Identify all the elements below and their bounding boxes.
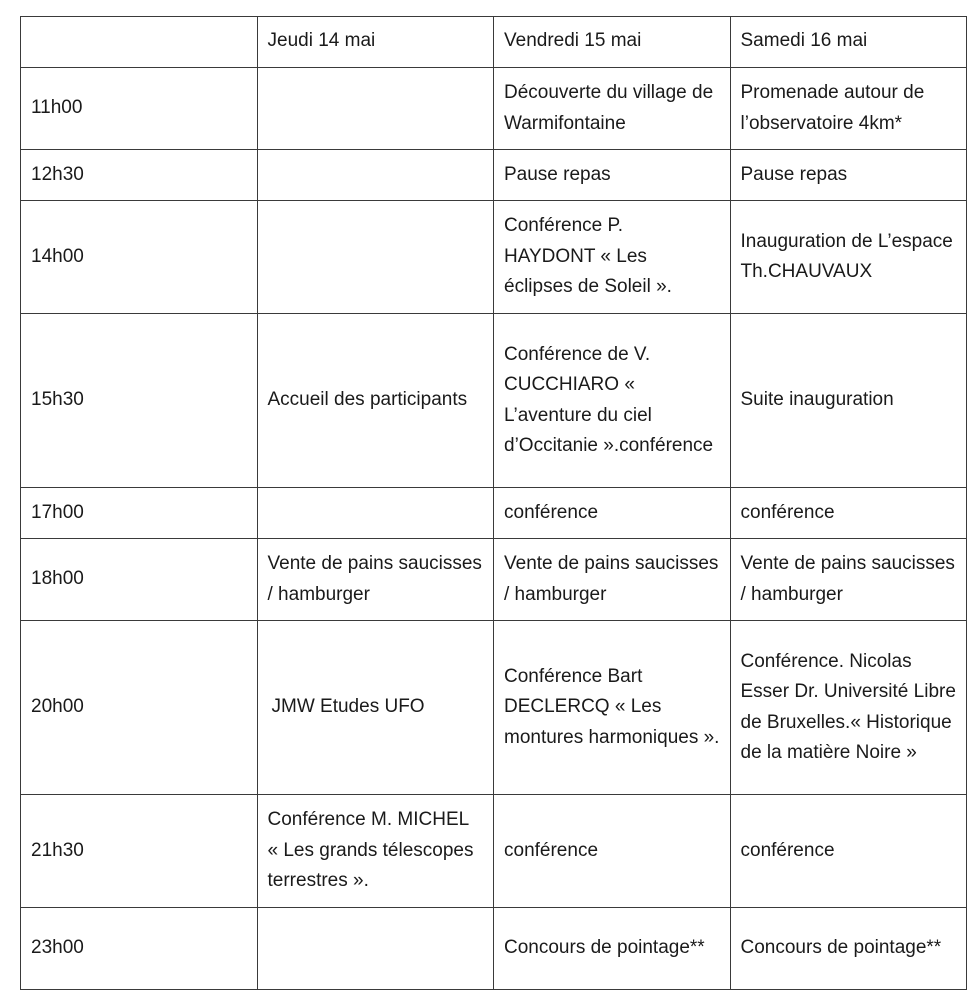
vendredi-cell: Découverte du village de Warmifontaine [494, 68, 731, 150]
jeudi-cell [257, 201, 494, 314]
schedule-row [21, 201, 967, 314]
header-cell-jeudi: Jeudi 14 mai [257, 17, 494, 68]
jeudi-cell [257, 150, 494, 201]
schedule-row [21, 539, 967, 621]
time-cell: 21h30 [21, 795, 258, 908]
jeudi-cell: Conférence M. MICHEL « Les grands télescopes terrestres ». [257, 795, 494, 908]
schedule-row [21, 621, 967, 795]
samedi-cell: conférence [730, 795, 967, 908]
vendredi-cell: Concours de pointage** [494, 908, 731, 990]
schedule-row [21, 908, 967, 990]
time-cell: 15h30 [21, 314, 258, 488]
jeudi-cell [257, 68, 494, 150]
schedule-table [20, 16, 967, 990]
header-cell-empty [21, 17, 258, 68]
jeudi-cell: JMW Etudes UFO [257, 621, 494, 795]
vendredi-cell: Pause repas [494, 150, 731, 201]
samedi-cell: Pause repas [730, 150, 967, 201]
vendredi-cell: Conférence de V. CUCCHIARO « L’aventure du ciel d’Occitanie ».conférence [494, 314, 731, 488]
samedi-cell: Inauguration de L’espace Th.CHAUVAUX [730, 201, 967, 314]
schedule-row [21, 150, 967, 201]
jeudi-cell [257, 908, 494, 990]
vendredi-cell: conférence [494, 795, 731, 908]
schedule-row [21, 488, 967, 539]
header-row [21, 17, 967, 68]
header-cell-samedi: Samedi 16 mai [730, 17, 967, 68]
schedule-row [21, 68, 967, 150]
samedi-cell: Promenade autour de l’observatoire 4km* [730, 68, 967, 150]
samedi-cell: Concours de pointage** [730, 908, 967, 990]
time-cell: 20h00 [21, 621, 258, 795]
vendredi-cell: conférence [494, 488, 731, 539]
time-cell: 14h00 [21, 201, 258, 314]
header-cell-vendredi: Vendredi 15 mai [494, 17, 731, 68]
time-cell: 12h30 [21, 150, 258, 201]
samedi-cell: Conférence. Nicolas Esser Dr. Université Libre de Bruxelles.« Historique de la matière Noire » [730, 621, 967, 795]
time-cell: 17h00 [21, 488, 258, 539]
jeudi-cell: Vente de pains saucisses / hamburger [257, 539, 494, 621]
samedi-cell: Vente de pains saucisses / hamburger [730, 539, 967, 621]
jeudi-cell [257, 488, 494, 539]
samedi-cell: Suite inauguration [730, 314, 967, 488]
schedule-row [21, 314, 967, 488]
time-cell: 23h00 [21, 908, 258, 990]
jeudi-cell: Accueil des participants [257, 314, 494, 488]
vendredi-cell: Vente de pains saucisses / hamburger [494, 539, 731, 621]
time-cell: 18h00 [21, 539, 258, 621]
samedi-cell: conférence [730, 488, 967, 539]
time-cell: 11h00 [21, 68, 258, 150]
vendredi-cell: Conférence P. HAYDONT « Les éclipses de Soleil ». [494, 201, 731, 314]
schedule-row [21, 795, 967, 908]
vendredi-cell: Conférence Bart DECLERCQ « Les montures harmoniques ». [494, 621, 731, 795]
